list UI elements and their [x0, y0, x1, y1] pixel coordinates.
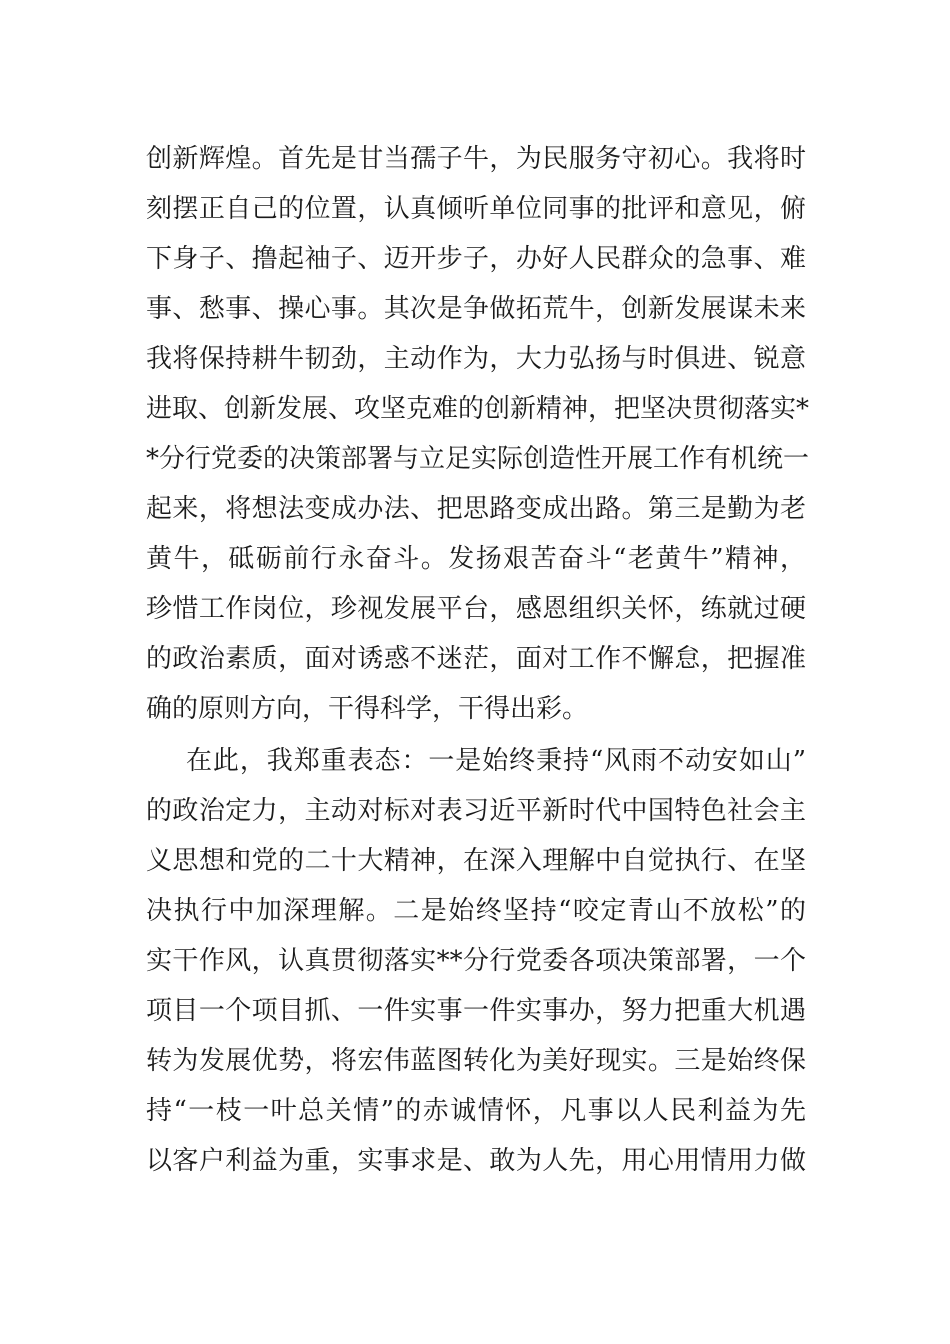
paragraph-line: 项目一个项目抓、一件实事一件实事办，努力把重大机遇	[146, 996, 806, 1026]
paragraph-line: 创新辉煌。首先是甘当孺子牛，为民服务守初心。我将时	[146, 144, 806, 174]
paragraph-line: 刻摆正自己的位置，认真倾听单位同事的批评和意见，俯	[146, 194, 806, 224]
paragraph-line: 事、愁事、操心事。其次是争做拓荒牛，创新发展谋未来	[146, 294, 806, 324]
paragraph-line: 确的原则方向，干得科学，干得出彩。	[146, 694, 589, 724]
paragraph-line: 持“一枝一叶总关情”的赤诚情怀，凡事以人民利益为先	[146, 1096, 806, 1126]
paragraph-line: 转为发展优势，将宏伟蓝图转化为美好现实。三是始终保	[146, 1046, 806, 1076]
paragraph-line: 决执行中加深理解。二是始终坚持“咬定青山不放松”的	[146, 896, 806, 926]
paragraph-line: *分行党委的决策部署与立足实际创造性开展工作有机统一	[146, 444, 810, 474]
paragraph-line: 我将保持耕牛韧劲，主动作为，大力弘扬与时俱进、锐意	[146, 344, 806, 374]
paragraph-line: 实干作风，认真贯彻落实**分行党委各项决策部署，一个	[146, 946, 806, 976]
paragraph-2	[146, 736, 806, 1186]
paragraph-1	[146, 134, 810, 734]
paragraph-line: 黄牛，砥砺前行永奋斗。发扬艰苦奋斗“老黄牛”精神，	[146, 544, 806, 574]
paragraph-line: 进取、创新发展、攻坚克难的创新精神，把坚决贯彻落实*	[146, 394, 810, 424]
paragraph-line: 以客户利益为重，实事求是、敢为人先，用心用情用力做	[146, 1146, 806, 1176]
paragraph-line: 的政治定力，主动对标对表习近平新时代中国特色社会主	[146, 796, 806, 826]
paragraph-line: 义思想和党的二十大精神，在深入理解中自觉执行、在坚	[146, 846, 806, 876]
paragraph-line: 珍惜工作岗位，珍视发展平台，感恩组织关怀，练就过硬	[146, 594, 806, 624]
paragraph-line: 在此，我郑重表态：一是始终秉持“风雨不动安如山”	[186, 746, 806, 776]
paragraph-line: 起来，将想法变成办法、把思路变成出路。第三是勤为老	[146, 494, 806, 524]
paragraph-line: 下身子、撸起袖子、迈开步子，办好人民群众的急事、难	[146, 244, 806, 274]
paragraph-line: 的政治素质，面对诱惑不迷茫，面对工作不懈怠，把握准	[146, 644, 806, 674]
